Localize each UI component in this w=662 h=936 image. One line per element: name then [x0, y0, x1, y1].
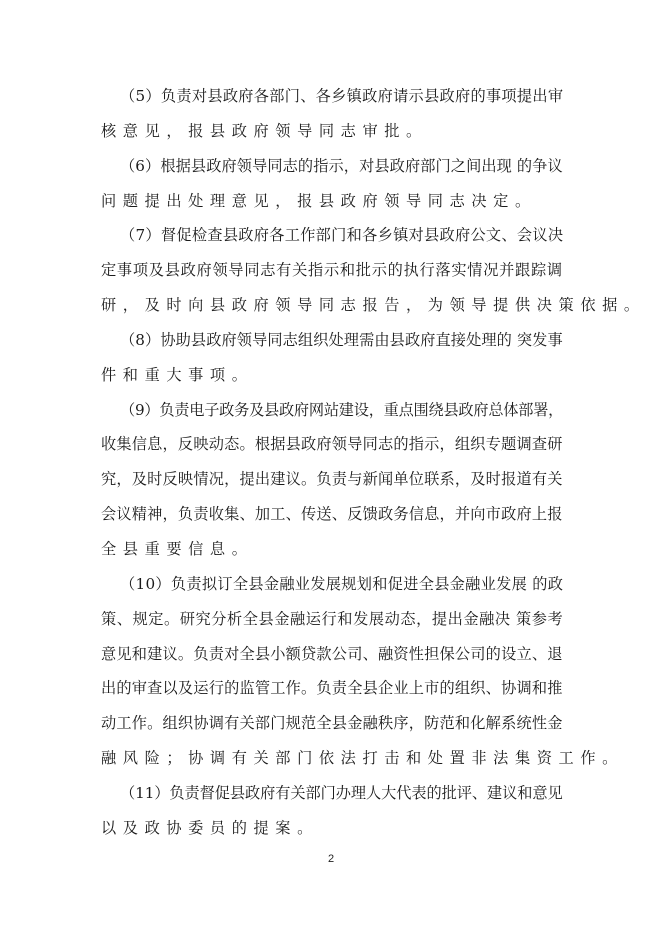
- text-line: （10）负责拟订全县金融业发展规划和促进全县金融业发展 的政: [120, 574, 564, 593]
- paragraph-item-8: [101, 323, 563, 393]
- paragraph-item-10: [101, 567, 624, 776]
- text-line: 问题提出处理意见，报县政府领导同志决定。: [101, 191, 537, 210]
- text-line: （11）负责督促县政府有关部门办理人大代表的批评、建议和意见: [120, 783, 563, 802]
- document-page: [101, 79, 646, 846]
- text-line: 策、规定。研究分析全县金融运行和发展动态，提出金融决 策参考: [101, 609, 564, 628]
- text-line: 会议精神，负责收集、加工、传送、反馈政务信息，并向市政府上报: [101, 505, 563, 524]
- text-line: 出的审查以及运行的监管工作。负责全县企业上市的组织、协调和推: [101, 679, 563, 698]
- text-line: 究，及时反映情况，提出建议。负责与新闻单位联系，及时报道有关: [101, 470, 563, 489]
- page-number: 2: [327, 853, 335, 865]
- text-line: 融风险；协调有关部门依法打击和处置非法集资工作。: [101, 749, 624, 768]
- text-line: 收集信息，反映动态。根据县政府领导同志的指示，组织专题调查研: [101, 435, 563, 454]
- text-line: 核意见，报县政府领导同志审批。: [101, 121, 428, 140]
- text-line: （6）根据县政府领导同志的指示，对县政府部门之间出现 的争议: [120, 156, 563, 175]
- text-line: （7）督促检查县政府各工作部门和各乡镇对县政府公文、会议决: [120, 226, 564, 245]
- text-line: （5）负责对县政府各部门、各乡镇政府请示县政府的事项提出审: [120, 87, 564, 105]
- text-line: 意见和建议。负责对全县小额贷款公司、融资性担保公司的设立、退: [101, 644, 563, 663]
- text-line: 全县重要信息。: [101, 539, 254, 558]
- paragraph-item-7: [101, 218, 646, 323]
- paragraph-item-6: [101, 149, 563, 219]
- text-line: （9）负责电子政务及县政府网站建设，重点围绕县政府总体部署，: [120, 400, 564, 419]
- text-line: 动工作。组织协调有关部门规范全县金融秩序，防范和化解系统性金: [101, 714, 563, 733]
- text-line: 定事项及县政府领导同志有关指示和批示的执行落实情况并跟踪调: [101, 261, 563, 280]
- paragraph-item-11: [101, 776, 563, 846]
- paragraph-item-9: [101, 393, 563, 567]
- text-line: （8）协助县政府领导同志组织处理需由县政府直接处理的 突发事: [120, 330, 563, 349]
- paragraph-item-5: [101, 79, 563, 149]
- text-line: 研，及时向县政府领导同志报告，为领导提供决策依据。: [101, 296, 646, 315]
- text-line: 件和重大事项。: [101, 365, 254, 384]
- text-line: 以及政协委员的提案。: [101, 818, 319, 837]
